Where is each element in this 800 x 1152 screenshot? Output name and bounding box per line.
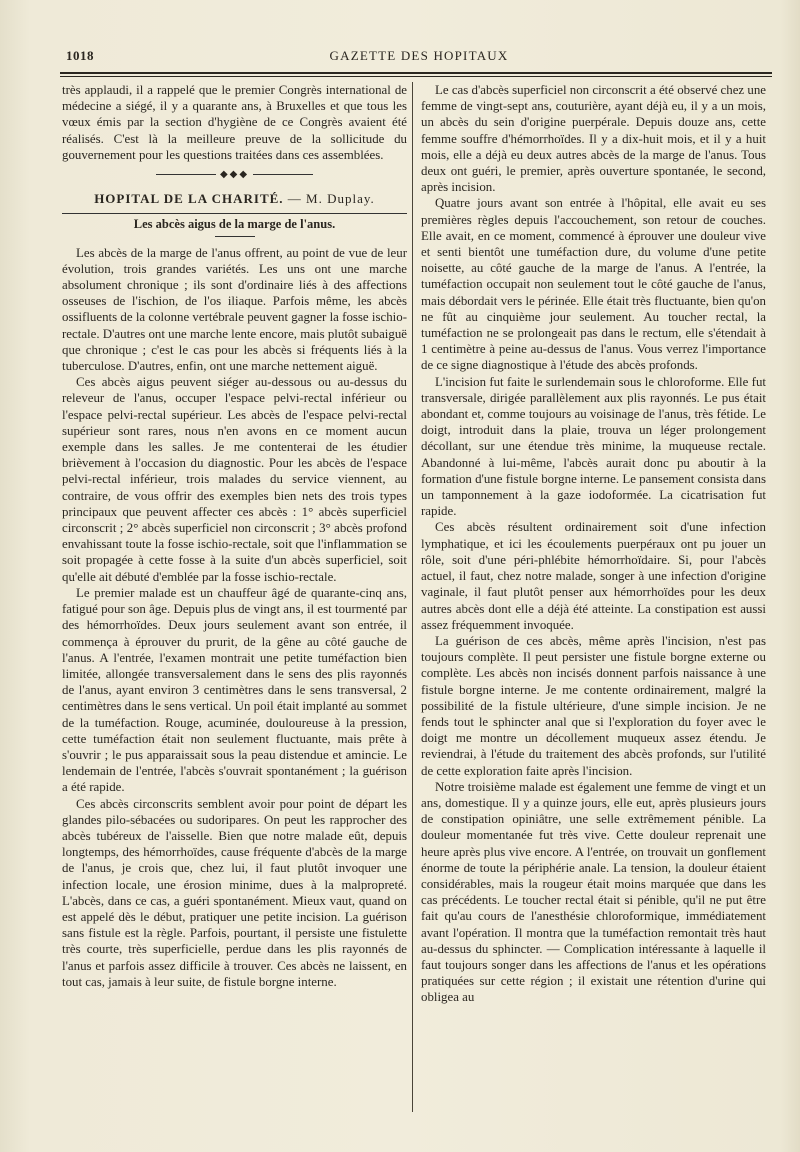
left-column [62,82,407,990]
hospital-name: HOPITAL DE LA CHARITÉ. [94,191,284,207]
right-column [421,82,766,1006]
paragraph: Le cas d'abcès superficiel non circonscrit a été observé chez une femme de vingt-sept ans, couturière, ayant déjà eu, il y a un mois, un abcès du sein d'origine puerpérale. Depuis douze ans, cette femme souffre d'hémorrhoïdes. Il y a dix-huit mois, et il y a huit mois, elle a déjà eu deux autres abcès de la marge de l'anus. Tous deux ont guéri, le premier, après ouverture spontanée, le second, après incision. [421,83,766,195]
paragraph: Notre troisième malade est également une femme de vingt et un ans, domestique. Il y a quinze jours, elle eut, après plusieurs jours de constipation opiniâtre, une selle extrêmement pénible. La douleur momentanée fut très vive. Cette douleur reprenait une heure après plus vive encore. A l'entrée, on trouvait un gonflement énorme de toute la périphérie anale. La tension, la douleur étaient considérables, mais la rougeur était moins marquée que dans les cas précédents. Le toucher rectal était si pénible, qu'il ne put être fait qu'au cours de l'anesthésie chloroformique, immédiatement avant l'opération. Il montra que la tuméfaction remontait très haut au-dessus du sphincter. — Complication intéressante à laquelle il faut toujours songer dans les affections de l'anus et les opérations pratiquées sur cette région ; il existait une rétention d'urine qui obligea au [421,779,766,1005]
paragraph: L'incision fut faite le surlendemain sous le chloroforme. Elle fut transversale, dirigée parallèlement aux plis rayonnés. Le pus était abondant et, comme toujours au voisinage de l'anus, très fétide. Le doigt, introduit dans la plaie, trouva un léger prolongement décollant, sur une étendue très minime, la muqueuse rectale. Abandonné à lui-même, l'abcès aurait donc pu aboutir à la formation d'une fistule borgne interne. Le pansement consista dans un tamponnement à la gaze iodoformée. La cicatrisation fut rapide. [421,374,766,519]
paragraph: La guérison de ces abcès, même après l'incision, n'est pas toujours complète. Il peut persister une fistule borgne externe ou complète. Les abcès non incisés donnent parfois naissance à une fistule borgne interne. Je me contente ordinairement, malgré la possibilité de la fistule ultérieure, d'une simple incision. Je ne fends tout le sphincter anal que si l'exploration du foyer avec le doigt me montre un décollement muqueux assez étendu. Je reviendrai, à l'étude du traitement des abcès profonds, sur l'utilité de cette exploration faite après l'incision. [421,633,766,778]
paragraph: Ces abcès résultent ordinairement soit d'une infection lymphatique, et ici les écoulements puerpéraux ont pu jouer un rôle, soit d'une péri-phlébite hémorrhoïdaire. Si, pour l'abcès actuel, il faut, chez notre malade, songer à une infection d'origine vaginale, il faut plutôt penser aux hémorrhoïdes pour les deux autres abcès dont elle a déjà été atteinte. La constipation est aussi assez fréquemment invoquée. [421,520,766,632]
header-rule-thin [60,76,772,77]
paragraph: Ces abcès circonscrits semblent avoir pour point de départ les glandes pilo-sébacées ou sudoripares. On peut les rapprocher des abcès tubéreux de l'aisselle. Bien que notre malade eût, depuis longtemps, des hémorrhoïdes, cause fréquente d'abcès de la marge de l'anus, je crois que, chez lui, il faut plutôt invoquer une infection locale, une érosion minime, dues à la malpropreté. L'abcès, dans ce cas, a guéri spontanément. Mieux vaut, quand on est appelé dès le début, pratiquer une petite incision. La guérison sans fistule est la règle. Parfois, pourtant, il persiste une fistulette très courte, très superficielle, perdue dans les plis rayonnés de l'anus et parfois assez difficile à trouver. Ces abcès ne laissent, en tout cas, jamais à leur suite, de fistule borgne interne. [62,796,407,989]
section-heading [62,191,407,207]
paragraph: très applaudi, il a rappelé que le premier Congrès international de médecine a siégé, il y a quarante ans, à Bruxelles et que tous les vœux émis par la section d'hygiène de ce Congrès avaient été réalisés. C'est là la meilleure preuve de la sollicitude du gouvernement pour les questions traitées dans ces assemblées. [62,83,407,162]
journal-title: GAZETTE DES HOPITAUX [329,48,509,63]
paragraph: Ces abcès aigus peuvent siéger au-dessous ou au-dessus du releveur de l'anus, occuper l'espace pelvi-rectal inférieur ou l'espace pelvi-rectal supérieur. Les abcès de l'espace pelvi-rectal supérieur sont rares, nous n'en avons en ce moment aucun exemple dans les salles. Je me contenterai de les étudier brièvement à l'occasion du diagnostic. Pour les abcès de l'espace pelvi-rectal inférieur, trois malades du service viennent, au contraire, de vous offrir des exemples bien nets des trois types principaux que peuvent affecter ces abcès : 1° abcès superficiel circonscrit ; 2° abcès superficiel non circonscrit ; 3° abcès profond envahissant toute la fosse ischio-rectale, soit que l'inflammation se soit propagée à cette fosse à la suite d'un abcès superficiel, soit qu'elle ait débuté d'emblée par la fosse ischio-rectale. [62,375,407,584]
paragraph: Quatre jours avant son entrée à l'hôpital, elle avait eu ses premières règles depuis l'accouchement, son retour de couches. Elle avait, en ce moment, commencé à éprouver une douleur vive et senti bientôt une tuméfaction dure, du volume d'une petite noisette, au côté gauche de la marge de l'anus. A l'entrée, la tuméfaction occupait non seulement tout le côté gauche de l'anus, mais débordait vers le périnée. Elle était très fluctuante, bien qu'on ne fût au cinquième jour seulement. Au toucher rectal, la tuméfaction ne se prolongeait pas dans le rectum, elle s'étendait à 1 centimètre à peine au-dessus de l'anus. Vous verrez l'importance de ce signe diagnostique à l'étude des abcès profonds. [421,196,766,373]
ornament-separator: ◆◆◆ [62,167,407,183]
header-rule [60,72,772,74]
section-author: — M. Duplay. [287,191,375,207]
page-number: 1018 [66,48,94,63]
running-header [66,46,772,68]
short-divider [215,236,255,237]
paragraph: Les abcès de la marge de l'anus offrent, au point de vue de leur évolution, trois grandes variétés. Les uns ont une marche absolument chronique ; ils sont d'ordinaire liés à des affections osseuses de l'ischion, de l'os iliaque. Parfois même, les abcès ossifluents de la colonne vertébrale peuvent gagner la fosse ischio-rectale. D'autres ont une marche lente encore, mais plutôt subaiguë que chronique ; c'est le cas pour les abcès si fréquents liés à la tuberculose. D'autres, enfin, ont une marche nettement aiguë. [62,245,407,374]
divider [62,213,407,214]
article-title: Les abcès aigus de la marge de l'anus. [133,217,336,232]
column-divider [412,82,413,1112]
paragraph: Le premier malade est un chauffeur âgé de quarante-cinq ans, fatigué pour son âge. Depuis plus de vingt ans, il est tourmenté par des hémorrhoïdes. Deux jours seulement avant son entrée, il commença à éprouver du prurit, de la gêne au côté gauche de l'anus. A l'entrée, l'examen montrait une petite tuméfaction bien limitée, allongée transversalement dans le sens des plis rayonnés de l'anus, ayant environ 3 centimètres dans le sens transversal, 2 centimètres dans le sens vertical. Un poil était implanté au sommet de la tuméfaction. Rouge, acuminée, douloureuse à la pression, cette tuméfaction était non seulement fluctuante, mais prête à s'ouvrir ; le pus apparaissait sous la peau distendue et amincie. Le lendemain de l'entrée, l'abcès s'ouvrait spontanément ; la guérison a été rapide. [62,585,407,795]
